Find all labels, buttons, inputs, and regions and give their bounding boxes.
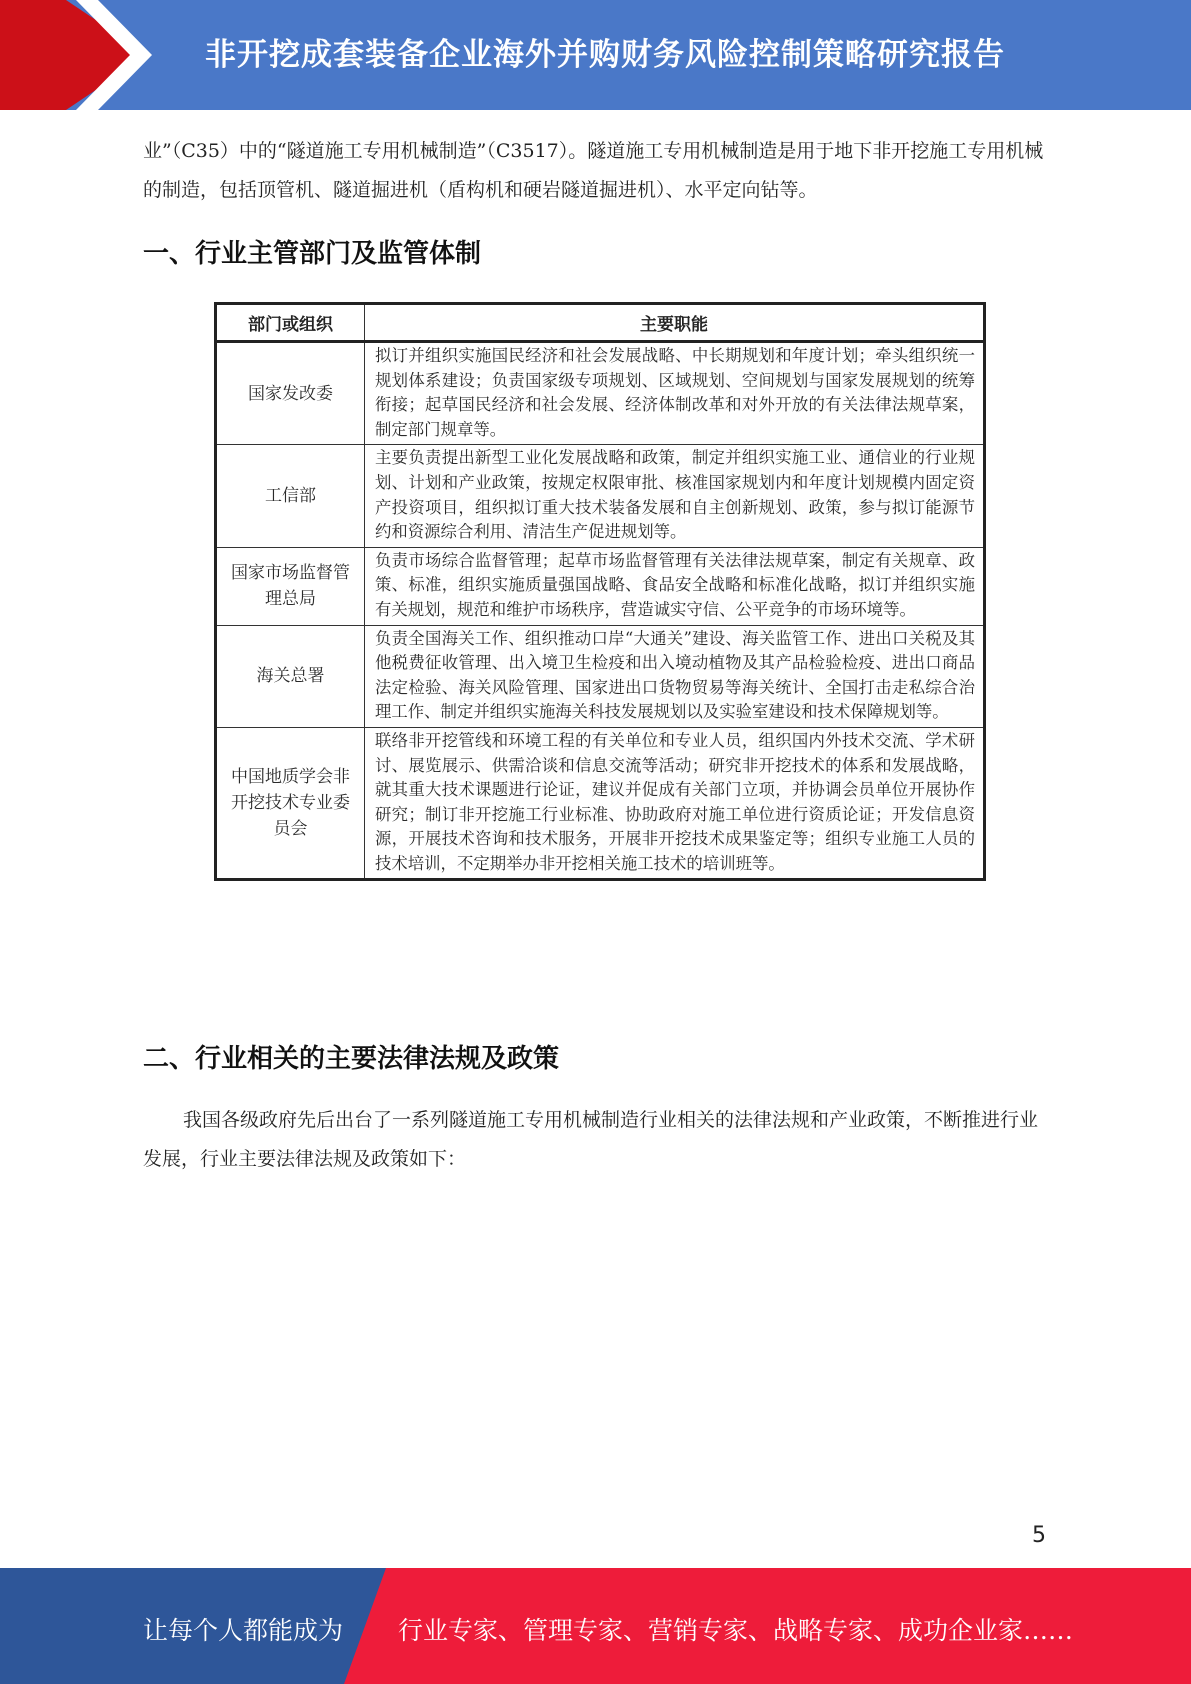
header-dept: 部门或组织: [216, 304, 365, 342]
duty-cell: 拟订并组织实施国民经济和社会发展战略、中长期规划和年度计划；牵头组织统一规划体系建设；负责国家级专项规划、区域规划、空间规划与国家发展规划的统筹衔接；起草国民经济和社会发展、经济体制改革和对外开放的有关法律法规草案，制定部门规章等。: [365, 342, 985, 445]
footer-slogan-right: 行业专家、管理专家、营销专家、战略专家、成功企业家……: [398, 1616, 1074, 1645]
table-row: [216, 547, 985, 625]
table-row: [216, 625, 985, 727]
page-number: 5: [1032, 1523, 1046, 1548]
duty-cell: 负责市场综合监督管理；起草市场监督管理有关法律法规草案，制定有关规章、政策、标准，组织实施质量强国战略、食品安全战略和标准化战略，拟订并组织实施有关规划，规范和维护市场秩序，营造诚实守信、公平竞争的市场环境等。: [365, 547, 985, 625]
section2-heading: 二、行业相关的主要法律法规及政策: [143, 1044, 560, 1074]
report-title: 非开挖成套装备企业海外并购财务风险控制策略研究报告: [205, 37, 1005, 73]
dept-cell: 中国地质学会非开挖技术专业委员会: [216, 727, 365, 880]
intro-paragraph: 业”（C35）中的“隧道施工专用机械制造”（C3517）。隧道施工专用机械制造是用于地下非开挖施工专用机械的制造，包括顶管机、隧道掘进机（盾构机和硬岩隧道掘进机）、水平定向钻等。: [143, 140, 1044, 201]
dept-cell: 国家发改委: [216, 342, 365, 445]
dept-cell: 工信部: [216, 445, 365, 547]
table-row: [216, 342, 985, 445]
duty-cell: 负责全国海关工作、组织推动口岸“大通关”建设、海关监管工作、进出口关税及其他税费征收管理、出入境卫生检疫和出入境动植物及其产品检验检疫、进出口商品法定检验、海关风险管理、国家进出口货物贸易等海关统计、全国打击走私综合治理工作、制定并组织实施海关科技发展规划以及实验室建设和技术保障规划等。: [365, 625, 985, 727]
regulatory-table: [214, 302, 986, 881]
section2-paragraph: 我国各级政府先后出台了一系列隧道施工专用机械制造行业相关的法律法规和产业政策，不断推进行业发展，行业主要法律法规及政策如下：: [143, 1109, 1039, 1170]
table-header-row: [216, 304, 985, 342]
table-row: [216, 445, 985, 547]
section1-heading: 一、行业主管部门及监管体制: [143, 239, 482, 269]
page-footer: [0, 1568, 1191, 1684]
footer-slogan-left: 让每个人都能成为: [143, 1616, 344, 1645]
dept-cell: 海关总署: [216, 625, 365, 727]
duty-cell: 主要负责提出新型工业化发展战略和政策，制定并组织实施工业、通信业的行业规划、计划和产业政策，按规定权限审批、核准国家规划内和年度计划规模内固定资产投资项目，组织拟订重大技术装备发展和自主创新规划、政策，参与拟订能源节约和资源综合利用、清洁生产促进规划等。: [365, 445, 985, 547]
duty-cell: 联络非开挖管线和环境工程的有关单位和专业人员，组织国内外技术交流、学术研讨、展览展示、供需洽谈和信息交流等活动；研究非开挖技术的体系和发展战略，就其重大技术课题进行论证，建议并促成有关部门立项，并协调会员单位开展协作研究；制订非开挖施工行业标准、协助政府对施工单位进行资质论证；开发信息资源，开展技术咨询和技术服务，开展非开挖技术成果鉴定等；组织专业施工人员的技术培训，不定期举办非开挖相关施工技术的培训班等。: [365, 727, 985, 880]
page-header: [0, 0, 1191, 110]
dept-cell: 国家市场监督管理总局: [216, 547, 365, 625]
table-row: [216, 727, 985, 880]
header-duty: 主要职能: [365, 304, 985, 342]
